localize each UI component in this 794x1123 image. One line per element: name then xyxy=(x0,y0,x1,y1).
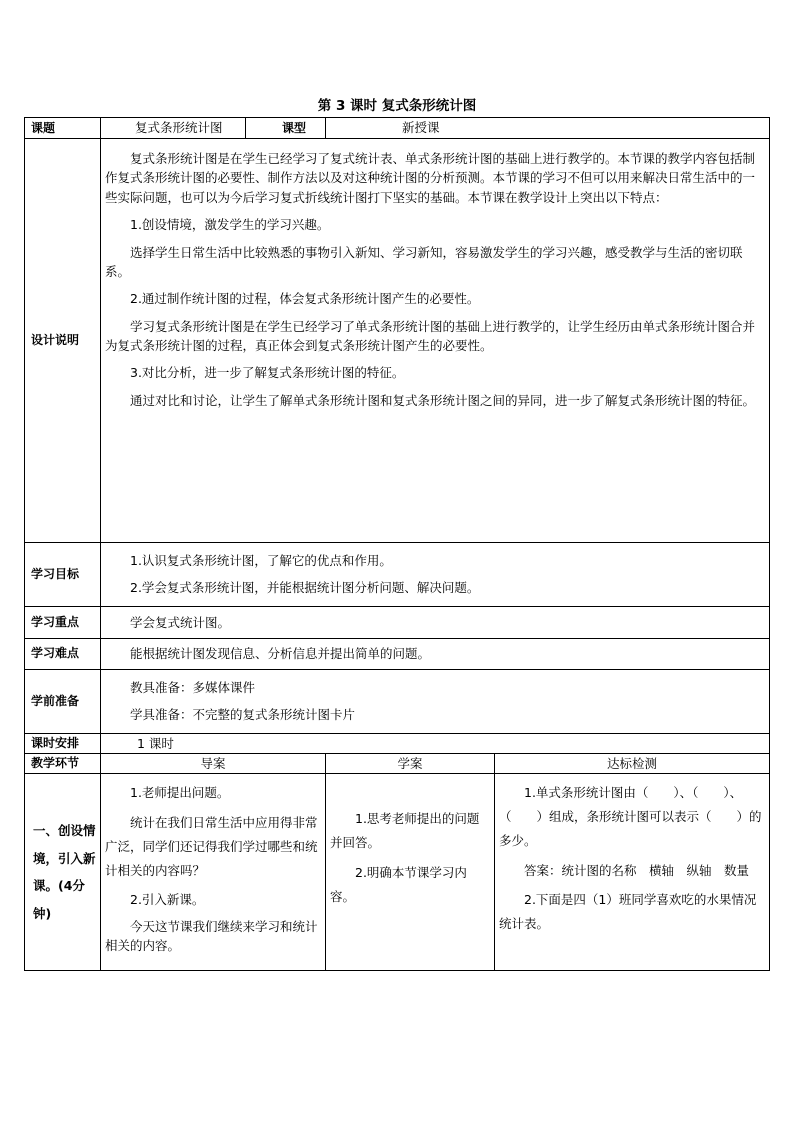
guide-item: 1.老师提出问题。 xyxy=(130,785,230,801)
process-header-step: 教学环节 xyxy=(25,753,101,773)
prep-label: 学前准备 xyxy=(25,669,101,733)
study-item: 2.明确本节课学习内容。 xyxy=(330,864,467,904)
study-item: 1.思考老师提出的问题并回答。 xyxy=(330,811,480,850)
step1-label: 一、创设情境，引入新课。(4分钟) xyxy=(25,774,101,971)
difficulty-row xyxy=(25,638,770,669)
topic-label: 课题 xyxy=(25,118,101,139)
process-header-guide: 导案 xyxy=(101,753,326,773)
prep-item: 学具准备：不完整的复式条形统计图卡片 xyxy=(130,707,356,723)
goal-item: 1.认识复式条形统计图，了解它的优点和作用。 xyxy=(130,553,392,568)
design-paragraph: 3.对比分析，进一步了解复式条形统计图的特征。 xyxy=(130,365,405,381)
process-header-check: 达标检测 xyxy=(495,753,770,773)
guide-item: 今天这节课我们继续来学习和统计相关的内容。 xyxy=(105,919,318,953)
prep-row xyxy=(25,669,770,733)
process-header-study: 学案 xyxy=(326,753,495,773)
step1-row xyxy=(25,774,770,971)
schedule-text: 1 课时 xyxy=(101,733,770,753)
difficulty-label: 学习难点 xyxy=(25,638,101,669)
design-row xyxy=(25,139,770,543)
guide-item: 统计在我们日常生活中应用得非常广泛，同学们还记得我们学过哪些和统计相关的内容吗？ xyxy=(105,815,318,878)
topic-value: 复式条形统计图 xyxy=(101,118,246,139)
design-paragraph: 2.通过制作统计图的过程，体会复式条形统计图产生的必要性。 xyxy=(130,291,480,307)
check-item: 2.下面是四（1）班同学喜欢吃的水果情况统计表。 xyxy=(499,892,757,931)
page-title: 第 3 课时 复式条形统计图 xyxy=(317,98,477,114)
type-label: 课型 xyxy=(246,118,326,139)
design-label: 设计说明 xyxy=(25,139,101,543)
goal-item: 2.学会复式条形统计图，并能根据统计图分析问题、解决问题。 xyxy=(130,580,480,596)
design-paragraph: 学习复式条形统计图是在学生已经学习了单式条形统计图的基础上进行教学的，让学生经历由单式条形统计图合并为复式条形统计图的过程，真正体会到复式条形统计图产生的必要性。 xyxy=(105,318,756,353)
type-value: 新授课 xyxy=(326,118,770,139)
check-item: 1.单式条形统计图由（ ）、（ ）、（ ）组成，条形统计图可以表示（ ）的多少。 xyxy=(499,785,762,848)
design-paragraph: 选择学生日常生活中比较熟悉的事物引入新知、学习新知，容易激发学生的学习兴趣，感受教学与生活的密切联系。 xyxy=(105,244,743,279)
prep-item: 教具准备：多媒体课件 xyxy=(130,679,256,695)
design-paragraph: 1.创设情境，激发学生的学习兴趣。 xyxy=(130,217,330,233)
guide-item: 2.引入新课。 xyxy=(130,892,205,908)
process-header-row xyxy=(25,753,770,773)
goals-row xyxy=(25,543,770,607)
key-text: 学会复式统计图。 xyxy=(130,614,231,630)
design-paragraph: 复式条形统计图是在学生已经学习了复式统计表、单式条形统计图的基础上进行教学的。本节课的教学内容包括制作复式条形统计图的必要性、制作方法以及对这种统计图的分析预测。本节课的学习不但可以用来解决日常生活中的一些实际问题，也可以为今后学习复式折线统计图打下坚实的基础。本节课在教学设计上突出以下特点： xyxy=(105,151,756,205)
key-label: 学习重点 xyxy=(25,606,101,638)
difficulty-text: 能根据统计图发现信息、分析信息并提出简单的问题。 xyxy=(130,646,431,662)
topic-row xyxy=(25,118,770,139)
design-paragraph: 通过对比和讨论，让学生了解单式条形统计图和复式条形统计图之间的异同，进一步了解复式条形统计图的特征。 xyxy=(130,392,756,408)
lesson-plan-table xyxy=(24,117,770,971)
schedule-row xyxy=(25,733,770,753)
goals-label: 学习目标 xyxy=(25,543,101,607)
key-row xyxy=(25,606,770,638)
check-item: 答案：统计图的名称 横轴 纵轴 数量 xyxy=(524,862,750,878)
schedule-label: 课时安排 xyxy=(25,733,101,753)
